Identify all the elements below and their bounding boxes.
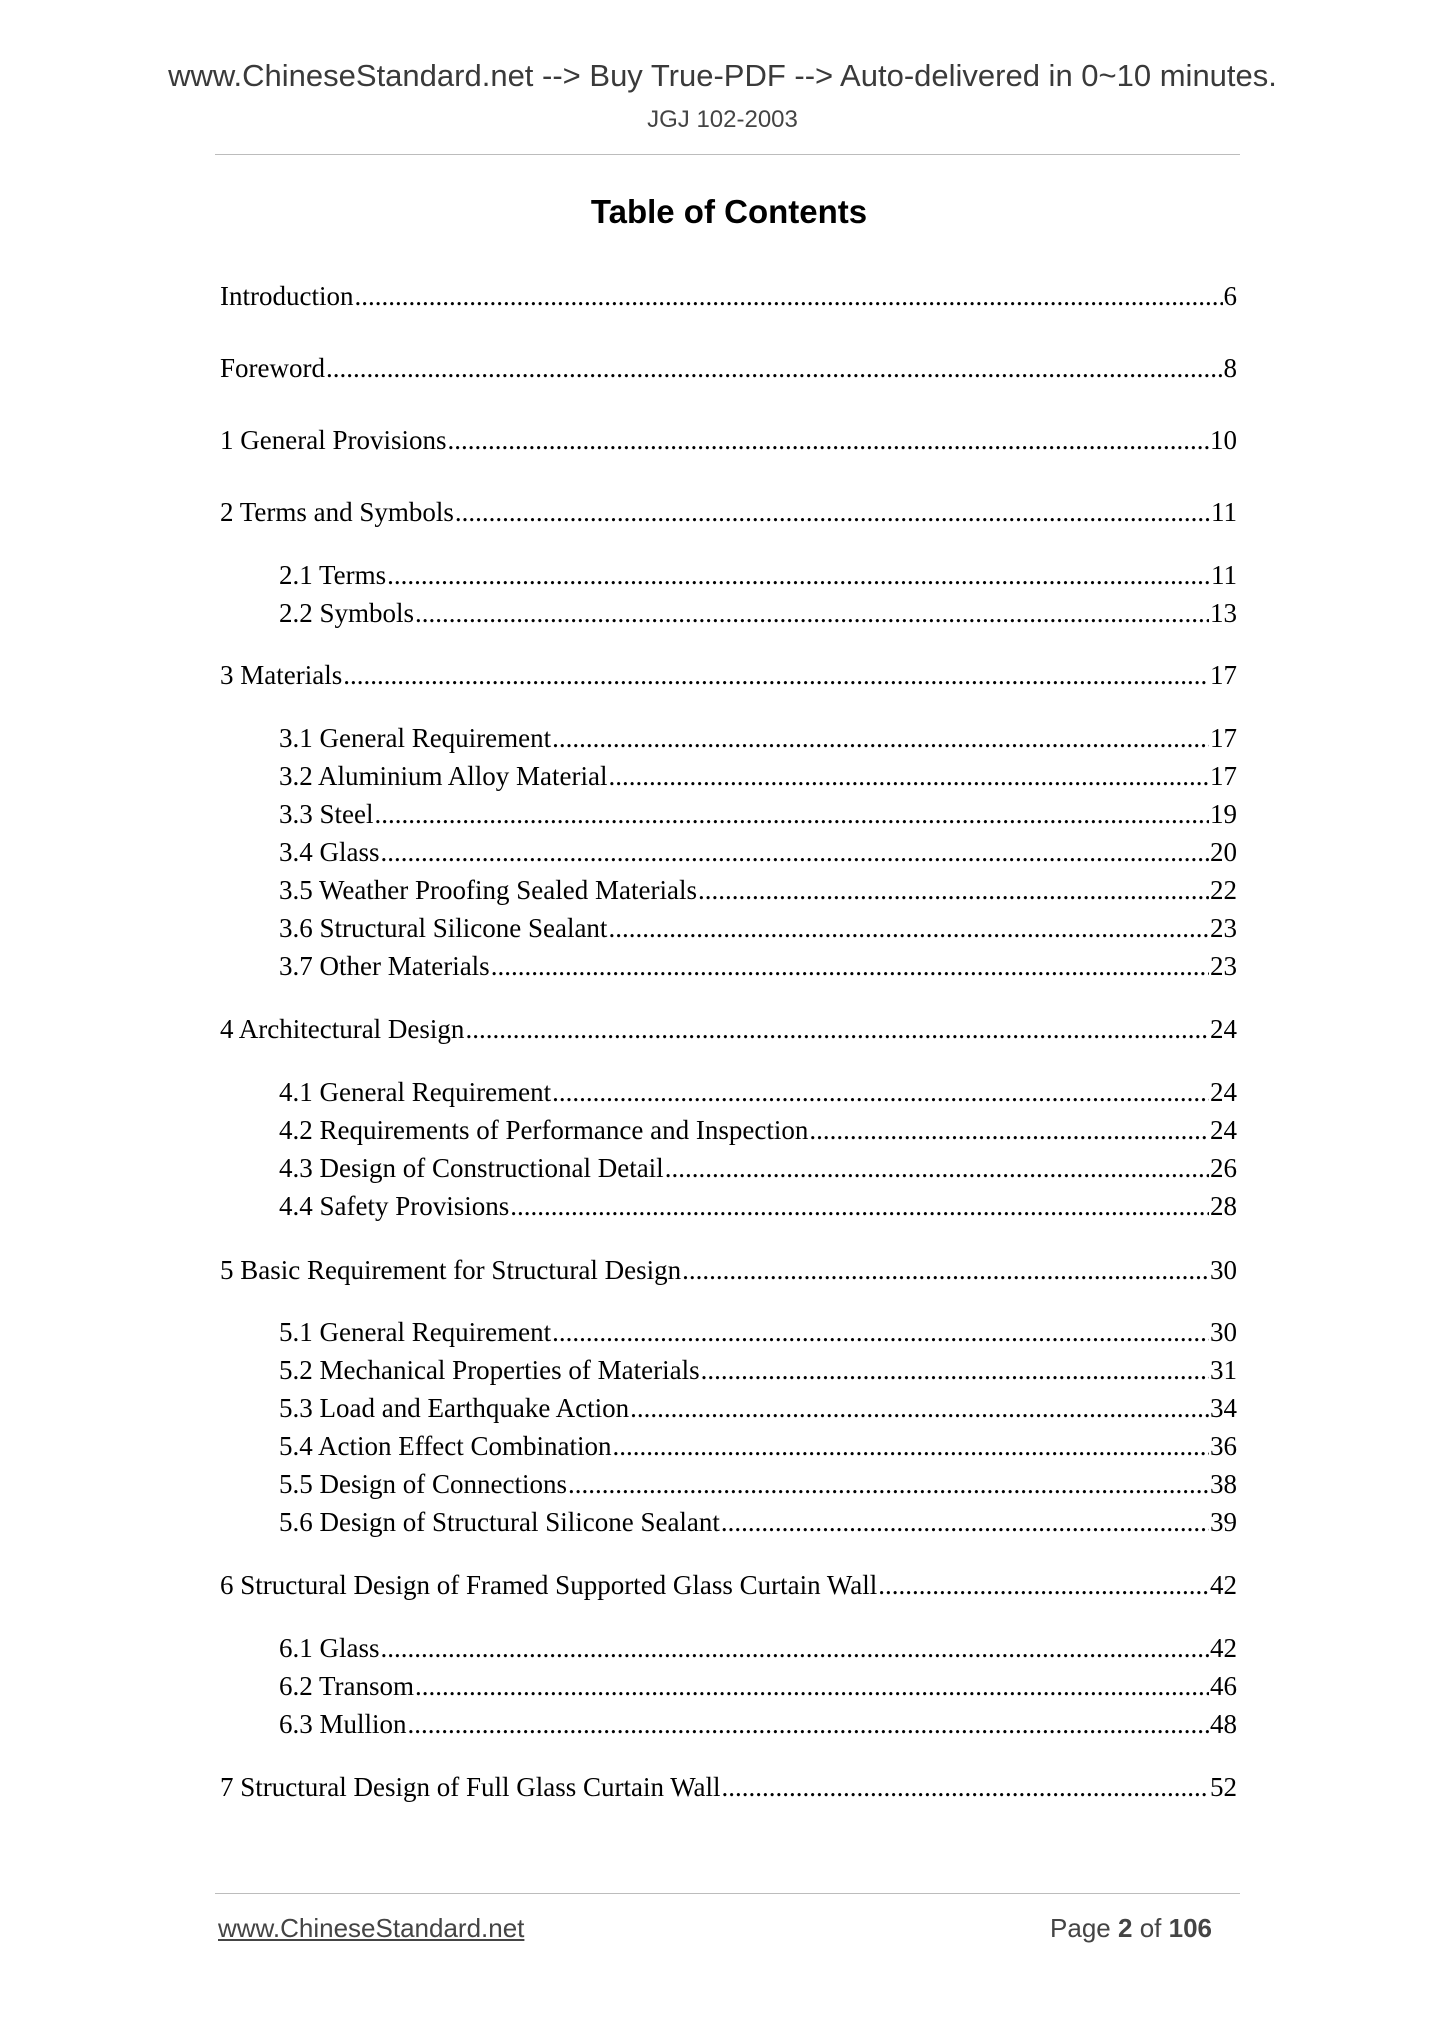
toc-leader	[665, 1151, 1209, 1185]
toc-leader	[608, 911, 1209, 945]
toc-entry-page: 17	[1210, 761, 1237, 791]
toc-leader	[552, 1315, 1209, 1349]
toc-leader	[354, 279, 1222, 313]
toc-leader	[343, 658, 1209, 692]
toc-entry[interactable]	[279, 1151, 1237, 1185]
toc-entry[interactable]	[279, 1505, 1237, 1539]
toc-entry-page: 17	[1210, 723, 1237, 753]
toc-entry-label: 3.3 Steel	[279, 799, 374, 829]
toc-entry-label: 5.6 Design of Structural Silicone Sealant	[279, 1507, 720, 1537]
toc-entry-page: 23	[1210, 951, 1237, 981]
toc-leader	[682, 1253, 1209, 1287]
toc-entry-label: 6 Structural Design of Framed Supported Glass Curtain Wall	[220, 1570, 878, 1600]
toc-entry-label: 5.2 Mechanical Properties of Materials	[279, 1355, 700, 1385]
toc-entry-page: 30	[1210, 1317, 1237, 1347]
toc-entry-label: Introduction	[220, 281, 354, 311]
toc-entry[interactable]	[279, 949, 1237, 983]
toc-entry-page: 6	[1223, 281, 1237, 311]
toc-leader	[612, 1429, 1209, 1463]
toc-entry-label: 5.3 Load and Earthquake Action	[279, 1393, 630, 1423]
toc-entry[interactable]	[279, 911, 1237, 945]
toc-entry-page: 52	[1210, 1772, 1237, 1802]
toc-entry-page: 39	[1210, 1507, 1237, 1537]
toc-entry[interactable]	[279, 558, 1237, 592]
toc-leader	[552, 721, 1209, 755]
page-current: 2	[1117, 1913, 1133, 1943]
toc-leader	[491, 949, 1209, 983]
toc-entry-label: 3.6 Structural Silicone Sealant	[279, 913, 608, 943]
toc-leader	[722, 1770, 1209, 1804]
toc-leader	[408, 1707, 1209, 1741]
toc-entry-page: 24	[1210, 1115, 1237, 1145]
toc-entry-label: 4.1 General Requirement	[279, 1077, 552, 1107]
toc-entry-label: 2.1 Terms	[279, 560, 387, 590]
toc-entry-label: 5.1 General Requirement	[279, 1317, 552, 1347]
toc-entry-page: 13	[1210, 598, 1237, 628]
toc-entry-label: 2.2 Symbols	[279, 598, 415, 628]
toc-leader	[510, 1189, 1209, 1223]
toc-leader	[375, 797, 1210, 831]
toc-leader	[381, 1631, 1210, 1665]
toc-entry[interactable]	[220, 1253, 1237, 1287]
toc-title: Table of Contents	[590, 193, 868, 230]
toc-entry-label: 4.3 Design of Constructional Detail	[279, 1153, 664, 1183]
toc-entry-label: 4.4 Safety Provisions	[279, 1191, 510, 1221]
toc-entry-label: 6.2 Transom	[279, 1671, 415, 1701]
toc-entry[interactable]	[279, 1315, 1237, 1349]
toc-entry[interactable]	[279, 721, 1237, 755]
toc-entry-page: 34	[1210, 1393, 1237, 1423]
toc-entry-label: 3.1 General Requirement	[279, 723, 552, 753]
footer-divider	[215, 1893, 1240, 1894]
toc-entry-page: 28	[1210, 1191, 1237, 1221]
toc-leader	[568, 1467, 1209, 1501]
toc-entry[interactable]	[279, 835, 1237, 869]
toc-leader	[465, 1012, 1209, 1046]
toc-entry[interactable]	[220, 279, 1237, 313]
toc-entry[interactable]	[279, 1707, 1237, 1741]
page-label: Page	[1050, 1913, 1111, 1943]
toc-leader	[415, 596, 1209, 630]
toc-entry[interactable]	[220, 1012, 1237, 1046]
page-number	[1050, 1913, 1212, 1944]
toc-entry[interactable]	[279, 873, 1237, 907]
toc-entry-page: 17	[1210, 660, 1237, 690]
toc-entry-page: 19	[1210, 799, 1237, 829]
toc-entry-page: 30	[1210, 1255, 1237, 1285]
toc-leader	[387, 558, 1210, 592]
document-code: JGJ 102-2003	[647, 106, 798, 133]
toc-entry-label: 5.5 Design of Connections	[279, 1469, 567, 1499]
toc-entry-page: 42	[1210, 1570, 1237, 1600]
page-of-label: of	[1139, 1913, 1162, 1943]
toc-entry-page: 24	[1210, 1014, 1237, 1044]
toc-leader	[381, 835, 1210, 869]
toc-entry-page: 11	[1211, 560, 1237, 590]
toc-entry[interactable]	[279, 1429, 1237, 1463]
toc-entry[interactable]	[220, 351, 1237, 385]
toc-entry[interactable]	[279, 759, 1237, 793]
toc-leader	[455, 495, 1210, 529]
toc-entry-page: 22	[1210, 875, 1237, 905]
toc-entry[interactable]	[220, 1770, 1237, 1804]
toc-entry-label: 5.4 Action Effect Combination	[279, 1431, 612, 1461]
toc-entry[interactable]	[279, 1391, 1237, 1425]
toc-entry-page: 10	[1210, 425, 1237, 455]
toc-entry[interactable]	[279, 1467, 1237, 1501]
toc-leader	[701, 1353, 1209, 1387]
toc-entry[interactable]	[279, 596, 1237, 630]
toc-entry[interactable]	[220, 495, 1237, 529]
toc-entry-page: 20	[1210, 837, 1237, 867]
toc-leader	[698, 873, 1209, 907]
footer-site-link[interactable]: www.ChineseStandard.net	[218, 1913, 525, 1943]
toc-entry[interactable]	[279, 1075, 1237, 1109]
toc-entry-label: 3.5 Weather Proofing Sealed Materials	[279, 875, 697, 905]
toc-leader	[326, 351, 1223, 385]
toc-entry[interactable]	[220, 658, 1237, 692]
toc-entry[interactable]	[279, 1669, 1237, 1703]
toc-entry[interactable]	[279, 1353, 1237, 1387]
toc-entry[interactable]	[279, 1189, 1237, 1223]
toc-entry-label: 4.2 Requirements of Performance and Inspection	[279, 1115, 809, 1145]
toc-entry[interactable]	[279, 1631, 1237, 1665]
toc-entry[interactable]	[220, 423, 1237, 457]
toc-leader	[630, 1391, 1209, 1425]
toc-entry-label: 4 Architectural Design	[220, 1014, 465, 1044]
toc-entry-page: 31	[1210, 1355, 1237, 1385]
toc-entry[interactable]	[220, 1568, 1237, 1602]
toc-entry-page: 46	[1210, 1671, 1237, 1701]
toc-entry-page: 48	[1210, 1709, 1237, 1739]
toc-leader	[552, 1075, 1209, 1109]
toc-leader	[447, 423, 1209, 457]
toc-leader	[809, 1113, 1209, 1147]
toc-entry[interactable]	[279, 797, 1237, 831]
toc-entry-label: 2 Terms and Symbols	[220, 497, 454, 527]
toc-entry-label: 3.2 Aluminium Alloy Material	[279, 761, 608, 791]
toc-entry-page: 26	[1210, 1153, 1237, 1183]
toc-entry-label: 3 Materials	[220, 660, 343, 690]
toc-entry-label: 3.4 Glass	[279, 837, 380, 867]
toc-entry-label: 6.3 Mullion	[279, 1709, 407, 1739]
toc-entry-label: 7 Structural Design of Full Glass Curtain Wall	[220, 1772, 721, 1802]
header-banner: www.ChineseStandard.net --> Buy True-PDF --> Auto-delivered in 0~10 minutes.	[168, 58, 1277, 93]
toc-entry-page: 36	[1210, 1431, 1237, 1461]
page-total: 106	[1168, 1913, 1212, 1943]
toc-entry-label: 3.7 Other Materials	[279, 951, 490, 981]
toc-entry-page: 38	[1210, 1469, 1237, 1499]
toc-leader	[878, 1568, 1209, 1602]
toc-entry-label: 5 Basic Requirement for Structural Design	[220, 1255, 682, 1285]
toc-entry-page: 24	[1210, 1077, 1237, 1107]
toc-entry-label: 6.1 Glass	[279, 1633, 380, 1663]
toc-entry[interactable]	[279, 1113, 1237, 1147]
toc-entry-label: 1 General Provisions	[220, 425, 447, 455]
toc-leader	[721, 1505, 1209, 1539]
toc-entry-page: 23	[1210, 913, 1237, 943]
toc-entry-label: Foreword	[220, 353, 325, 383]
toc-leader	[415, 1669, 1209, 1703]
toc-entry-page: 11	[1211, 497, 1237, 527]
toc-entry-page: 8	[1223, 353, 1237, 383]
toc-leader	[608, 759, 1209, 793]
toc-entry-page: 42	[1210, 1633, 1237, 1663]
